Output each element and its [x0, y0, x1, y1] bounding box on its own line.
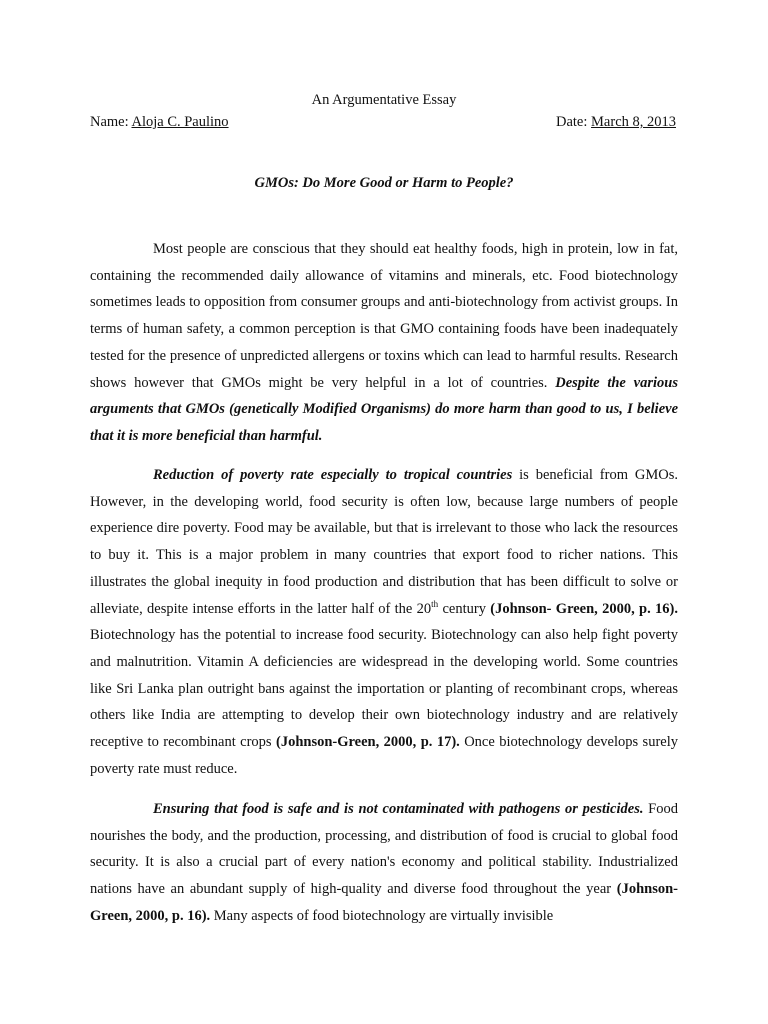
- poverty-lead: Reduction of poverty rate especially to tropical countries: [153, 467, 513, 483]
- paragraph-intro: [90, 236, 678, 450]
- citation-3: (Johnson-Green, 2000, p. 16).: [90, 881, 678, 924]
- essay-title: GMOs: Do More Good or Harm to People?: [254, 175, 514, 191]
- author-name: Aloja C. Paulino: [131, 114, 229, 130]
- author-line: [90, 114, 229, 131]
- poverty-text-2: century: [438, 600, 491, 617]
- date-line: [556, 114, 676, 131]
- paragraph-poverty: [90, 462, 678, 782]
- meta-line: [90, 114, 676, 134]
- food-safety-lead: Ensuring that food is safe and is not contaminated with pathogens or pesticides.: [153, 801, 644, 817]
- essay-heading: An Argumentative Essay: [311, 92, 457, 108]
- name-label: Name:: [90, 114, 132, 130]
- poverty-text-4: Once biotechnology develops surely poverty rate must reduce.: [90, 734, 678, 777]
- food-safety-text-2: Many aspects of food biotechnology are virtually invisible: [210, 907, 554, 924]
- intro-text: Most people are conscious that they should eat healthy foods, high in protein, low in fat, containing the recommended daily allowance of vitamins and minerals, etc. Food biotechnology sometimes leads to opposition from consumer groups and anti-biotechnology from activist groups. In terms of human safety, a common perception is that GMO containing foods have been inadequately tested for the presence of unpredicted allergens or toxins which can lead to harmful results. Research shows however that GMOs might be very helpful in a lot of countries.: [90, 241, 678, 391]
- superscript-th: th: [431, 598, 439, 609]
- date-label: Date:: [556, 114, 592, 130]
- paragraph-food-safety: [90, 796, 678, 930]
- citation-1: (Johnson- Green, 2000, p. 16).: [490, 600, 678, 617]
- poverty-text-1: is beneficial from GMOs. However, in the developing world, food security is often low, because large numbers of people experience dire poverty. Food may be available, but that is irrelevant to those who lack the resources to buy it. This is a major problem in many countries that export food to richer nations. This illustrates the global inequity in food production and distribution that has been difficult to solve or alleviate, despite intense efforts in the latter half of the 20: [90, 467, 678, 617]
- date-value: March 8, 2013: [591, 114, 676, 130]
- food-safety-text-1: Food nourishes the body, and the production, processing, and distribution of food is crucial to global food security. It is also a crucial part of every nation's economy and political stability. Industrialized nations have an abundant supply of high-quality and diverse food throughout the year: [90, 801, 678, 898]
- poverty-text-3: Biotechnology has the potential to increase food security. Biotechnology can also help fight poverty and malnutrition. Vitamin A deficiencies are widespread in the developing world. Some countries like Sri Lanka plan outright bans against the importation or planting of recombinant crops, whereas others like India are attempting to develop their own biotechnology industry and are relatively receptive to recombinant crops: [90, 627, 678, 751]
- thesis-statement: Despite the various arguments that GMOs (genetically Modified Organisms) do more harm than good to us, I believe that it is more beneficial than harmful.: [90, 374, 678, 444]
- citation-2: (Johnson-Green, 2000, p. 17).: [275, 734, 460, 751]
